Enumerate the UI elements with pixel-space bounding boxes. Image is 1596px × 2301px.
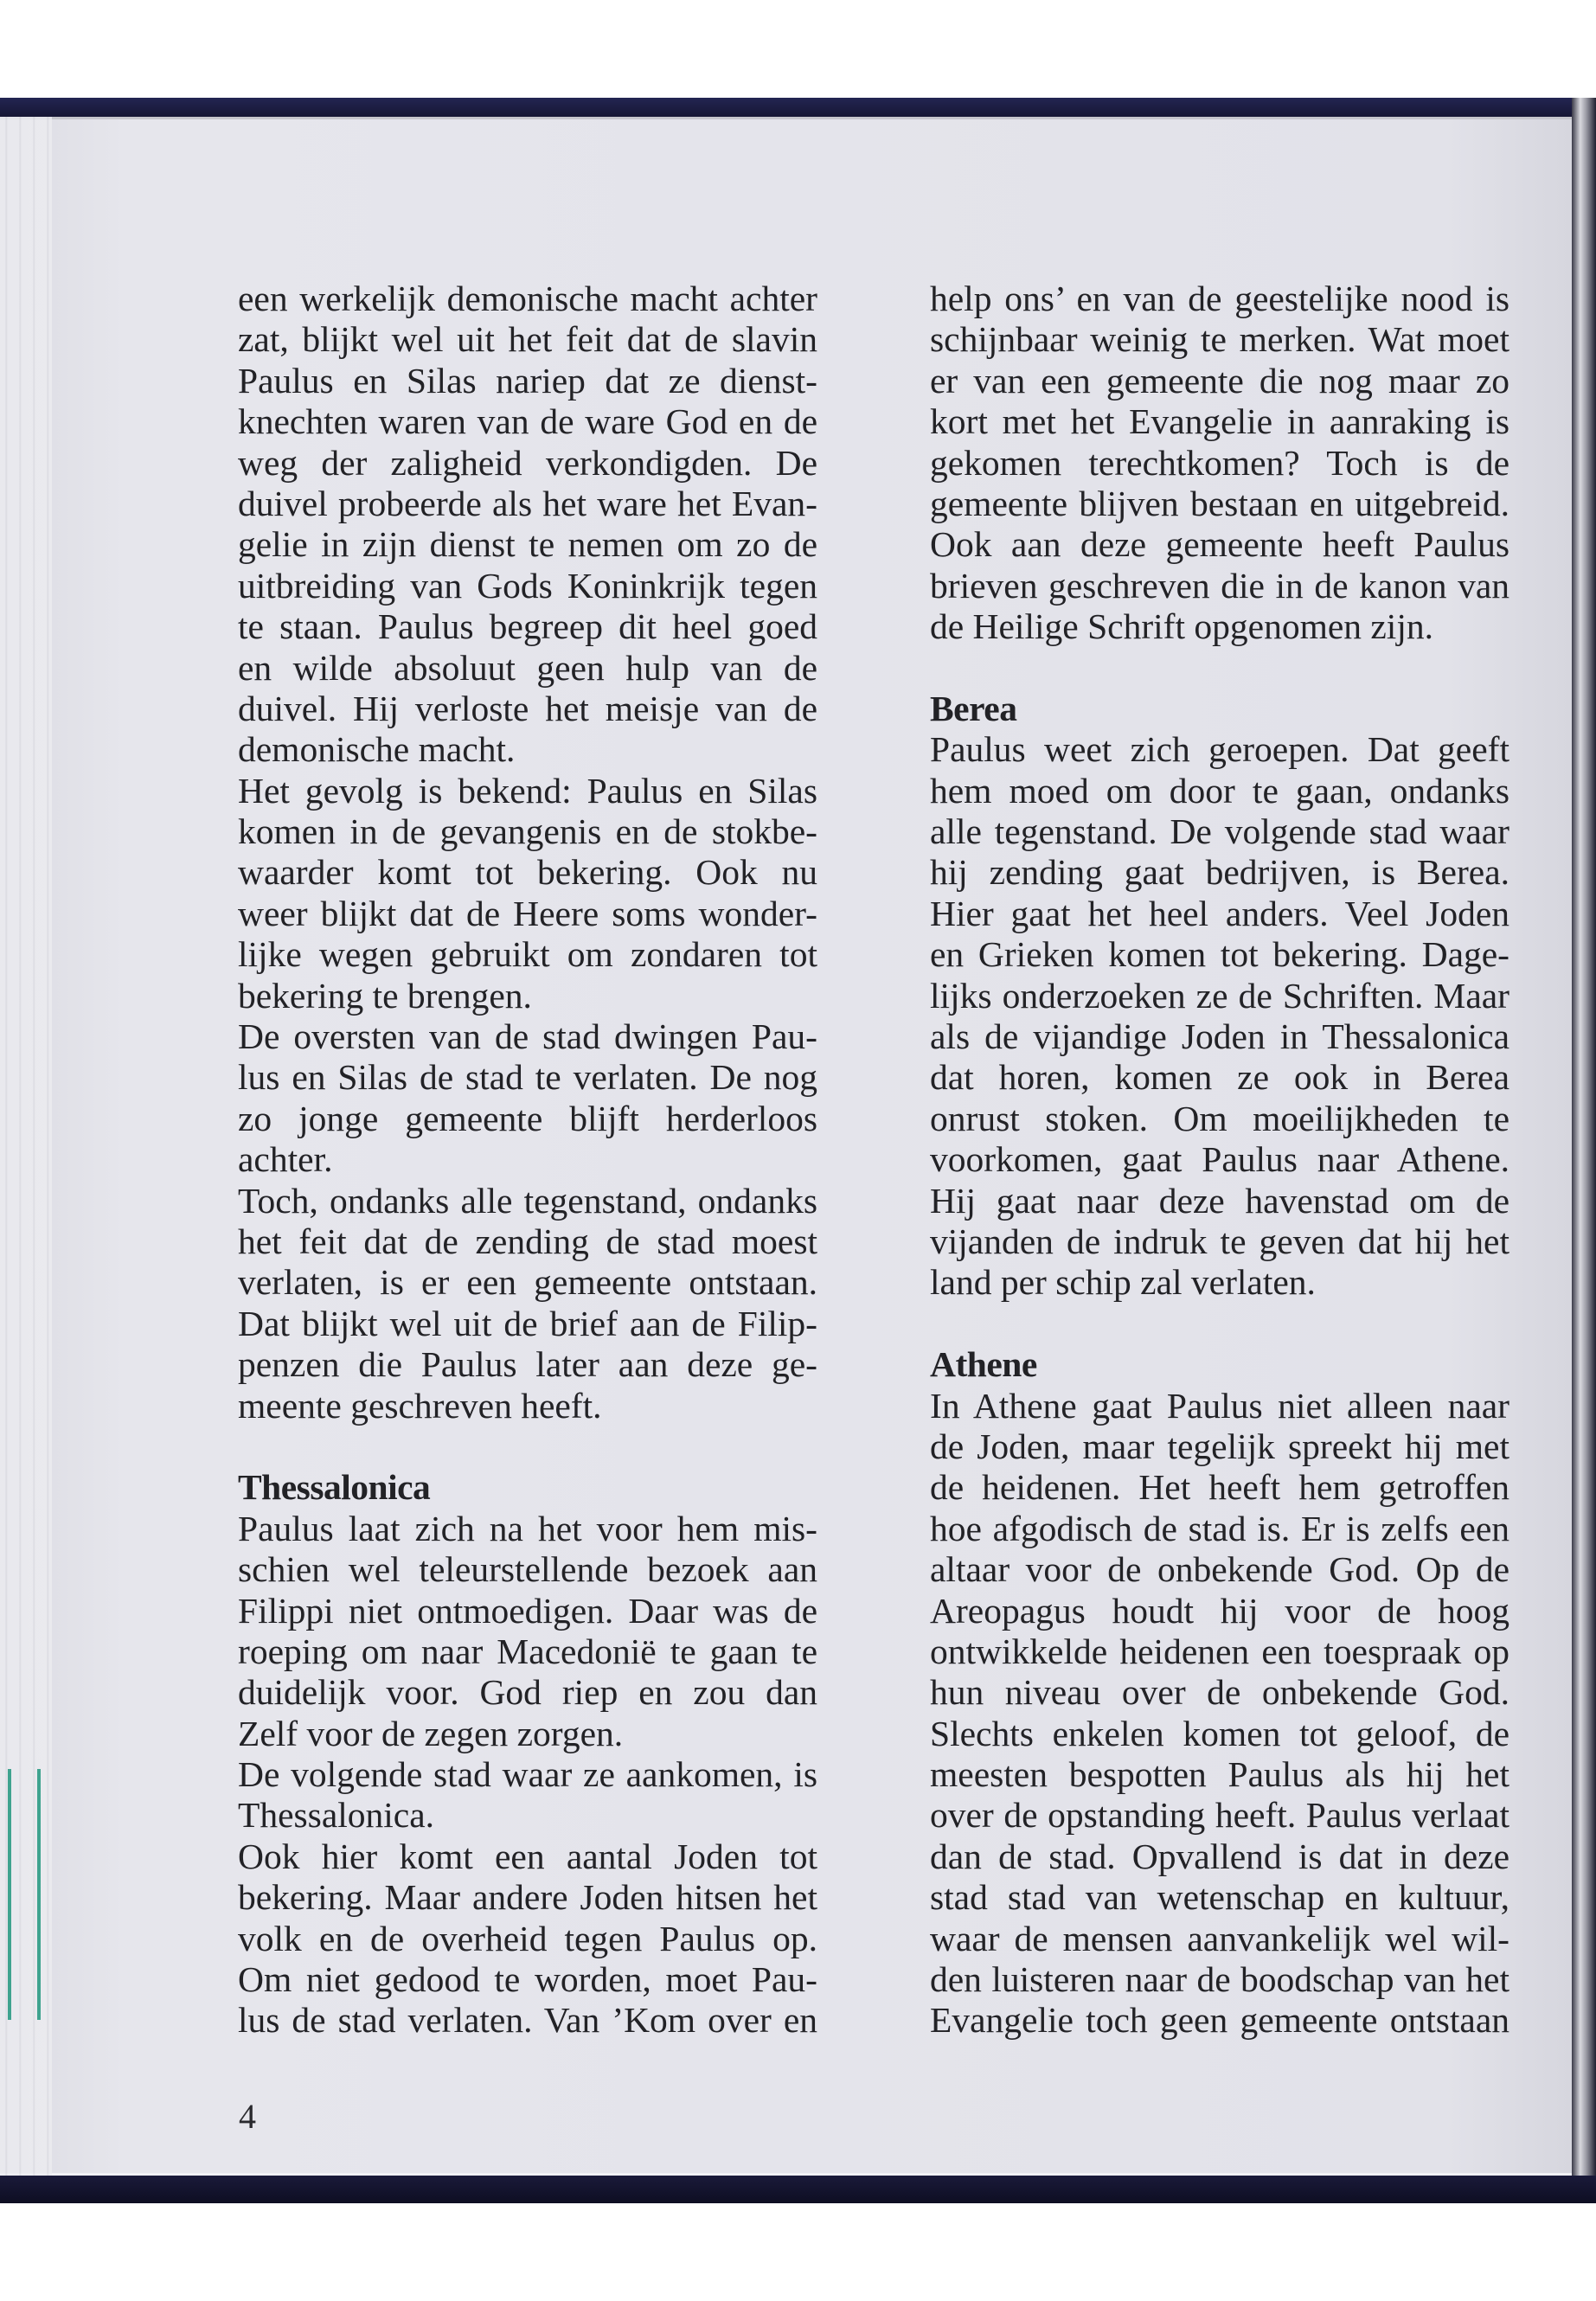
page-number: 4	[239, 2097, 256, 2136]
text-line: land per schip zal verlaten.	[930, 1262, 1316, 1303]
tab-marker-left	[8, 1769, 11, 2020]
text-line: help ons’ en van de geestelijke nood is	[930, 279, 1509, 318]
text-line: hij zending gaat bedrijven, is Berea.	[930, 852, 1509, 893]
text-line: kort met het Evangelie in aanraking is	[930, 401, 1509, 442]
text-line: Filippi niet ontmoedigen. Daar was de	[238, 1590, 817, 1631]
text-line: gelie in zijn dienst te nemen om zo de	[238, 524, 817, 565]
text-line: altaar voor de onbekende God. Op de	[930, 1549, 1509, 1590]
text-line: uitbreiding van Gods Koninkrijk tegen	[238, 565, 817, 606]
text-line: Evangelie toch geen gemeente ontstaan	[930, 2000, 1509, 2041]
text-line: weer blijkt dat de Heere soms wonder-	[238, 893, 817, 933]
text-column-right	[930, 279, 1509, 2041]
text-line: onrust stoken. Om moeilijkheden te	[930, 1098, 1509, 1138]
text-line: meente geschreven heeft.	[238, 1385, 602, 1426]
text-line: en wilde absoluut geen hulp van de	[238, 647, 817, 688]
text-line: In Athene gaat Paulus niet alleen naar	[930, 1385, 1509, 1426]
text-line: het feit dat de zending de stad moest	[238, 1221, 817, 1261]
text-line: zat, blijkt wel uit het feit dat de slavin	[238, 319, 817, 360]
text-line: volk en de overheid tegen Paulus op.	[238, 1918, 817, 1958]
text-line: waarder komt tot bekering. Ook nu	[238, 852, 817, 893]
text-line: Hij gaat naar deze havenstad om de	[930, 1180, 1509, 1221]
text-line: verlaten, is er een gemeente ontstaan.	[238, 1262, 817, 1303]
text-line: de Joden, maar tegelijk spreekt hij met	[930, 1426, 1509, 1466]
text-line: en Grieken komen tot bekering. Dage-	[930, 934, 1509, 975]
section-heading: Athene	[930, 1344, 1037, 1385]
text-line: duidelijk voor. God riep en zou dan	[238, 1672, 817, 1713]
text-column-left	[238, 279, 817, 2041]
text-line: Slechts enkelen komen tot geloof, de	[930, 1713, 1509, 1753]
text-line: duivel. Hij verloste het meisje van de	[238, 688, 817, 728]
text-line: knechten waren van de ware God en de	[238, 401, 817, 442]
text-line: zo jonge gemeente blijft herderloos	[238, 1098, 817, 1138]
blank-line	[238, 1426, 817, 1467]
text-line: Thessalonica.	[238, 1795, 435, 1836]
text-line: De volgende stad waar ze aankomen, is	[238, 1754, 817, 1795]
text-line: demonische macht.	[238, 729, 516, 770]
text-line: weg der zaligheid verkondigden. De	[238, 442, 817, 483]
text-line: Hier gaat het heel anders. Veel Joden	[930, 893, 1509, 933]
text-line: penzen die Paulus later aan deze ge-	[238, 1344, 817, 1385]
text-line: brieven geschreven die in de kanon van	[930, 565, 1509, 606]
text-line: den luisteren naar de boodschap van het	[930, 1959, 1509, 2000]
text-line: Paulus weet zich geroepen. Dat geeft	[930, 729, 1509, 770]
text-line: Toch, ondanks alle tegenstand, ondanks	[238, 1180, 817, 1221]
text-line: achter.	[238, 1139, 333, 1180]
text-line: bekering. Maar andere Joden hitsen het	[238, 1877, 817, 1918]
text-line: meesten bespotten Paulus als hij het	[930, 1754, 1509, 1795]
text-line: De oversten van de stad dwingen Pau-	[238, 1016, 817, 1057]
text-line: hem moed om door te gaan, ondanks	[930, 770, 1509, 811]
text-line: stad stad van wetenschap en kultuur,	[930, 1877, 1509, 1918]
text-line: hoe afgodisch de stad is. Er is zelfs een	[930, 1508, 1509, 1548]
text-line: Paulus en Silas nariep dat ze dienst-	[238, 360, 817, 401]
text-line: de Heilige Schrift opgenomen zijn.	[930, 606, 1433, 647]
text-line: Areopagus houdt hij voor de hoog	[930, 1590, 1509, 1631]
text-line: voorkomen, gaat Paulus naar Athene.	[930, 1139, 1509, 1180]
book-cover-bottom-edge	[0, 2176, 1596, 2203]
text-line: Zelf voor de zegen zorgen.	[238, 1713, 624, 1753]
text-line: lus de stad verlaten. Van ’Kom over en	[238, 2000, 817, 2041]
text-line: duivel probeerde als het ware het Evan-	[238, 483, 817, 523]
text-line: een werkelijk demonische macht achter	[238, 279, 817, 318]
text-line: schijnbaar weinig te merken. Wat moet	[930, 319, 1509, 360]
text-line: dat horen, komen ze ook in Berea	[930, 1057, 1509, 1098]
text-line: komen in de gevangenis en de stokbe-	[238, 811, 817, 852]
text-line: lus en Silas de stad te verlaten. De nog	[238, 1057, 817, 1098]
blank-line	[930, 648, 1509, 689]
text-line: Het gevolg is bekend: Paulus en Silas	[238, 770, 817, 811]
book-cover-top-edge	[0, 98, 1596, 117]
text-line: gekomen terechtkomen? Toch is de	[930, 442, 1509, 483]
text-line: schien wel teleurstellende bezoek aan	[238, 1549, 817, 1590]
text-line: als de vijandige Joden in Thessalonica	[930, 1016, 1509, 1057]
text-line: vijanden de indruk te geven dat hij het	[930, 1221, 1509, 1261]
text-line: Dat blijkt wel uit de brief aan de Filip-	[238, 1303, 817, 1343]
book-cover-right-edge	[1572, 98, 1596, 2203]
text-line: Ook aan deze gemeente heeft Paulus	[930, 524, 1509, 565]
blank-line	[930, 1304, 1509, 1344]
text-line: de heidenen. Het heeft hem getroffen	[930, 1467, 1509, 1508]
text-line: lijke wegen gebruikt om zondaren tot	[238, 934, 817, 975]
text-line: gemeente blijven bestaan en uitgebreid.	[930, 483, 1509, 523]
text-line: Paulus laat zich na het voor hem mis-	[238, 1508, 817, 1548]
text-line: waar de mensen aanvankelijk wel wil-	[930, 1918, 1509, 1958]
text-line: roeping om naar Macedonië te gaan te	[238, 1631, 817, 1671]
text-line: er van een gemeente die nog maar zo	[930, 360, 1509, 401]
text-line: hun niveau over de onbekende God.	[930, 1672, 1509, 1713]
text-line: te staan. Paulus begreep dit heel goed	[238, 606, 817, 647]
text-line: alle tegenstand. De volgende stad waar	[930, 811, 1509, 852]
text-line: bekering te brengen.	[238, 975, 532, 1016]
text-line: Om niet gedood te worden, moet Pau-	[238, 1959, 817, 2000]
tab-marker-right	[37, 1769, 41, 2020]
text-line: Ook hier komt een aantal Joden tot	[238, 1836, 817, 1876]
text-line: dan de stad. Opvallend is dat in deze	[930, 1836, 1509, 1876]
section-heading: Thessalonica	[238, 1467, 431, 1508]
section-heading: Berea	[930, 688, 1017, 728]
text-line: ontwikkelde heidenen een toespraak op	[930, 1631, 1509, 1671]
text-line: over de opstanding heeft. Paulus verlaat	[930, 1795, 1509, 1836]
text-line: lijks onderzoeken ze de Schriften. Maar	[930, 975, 1509, 1016]
